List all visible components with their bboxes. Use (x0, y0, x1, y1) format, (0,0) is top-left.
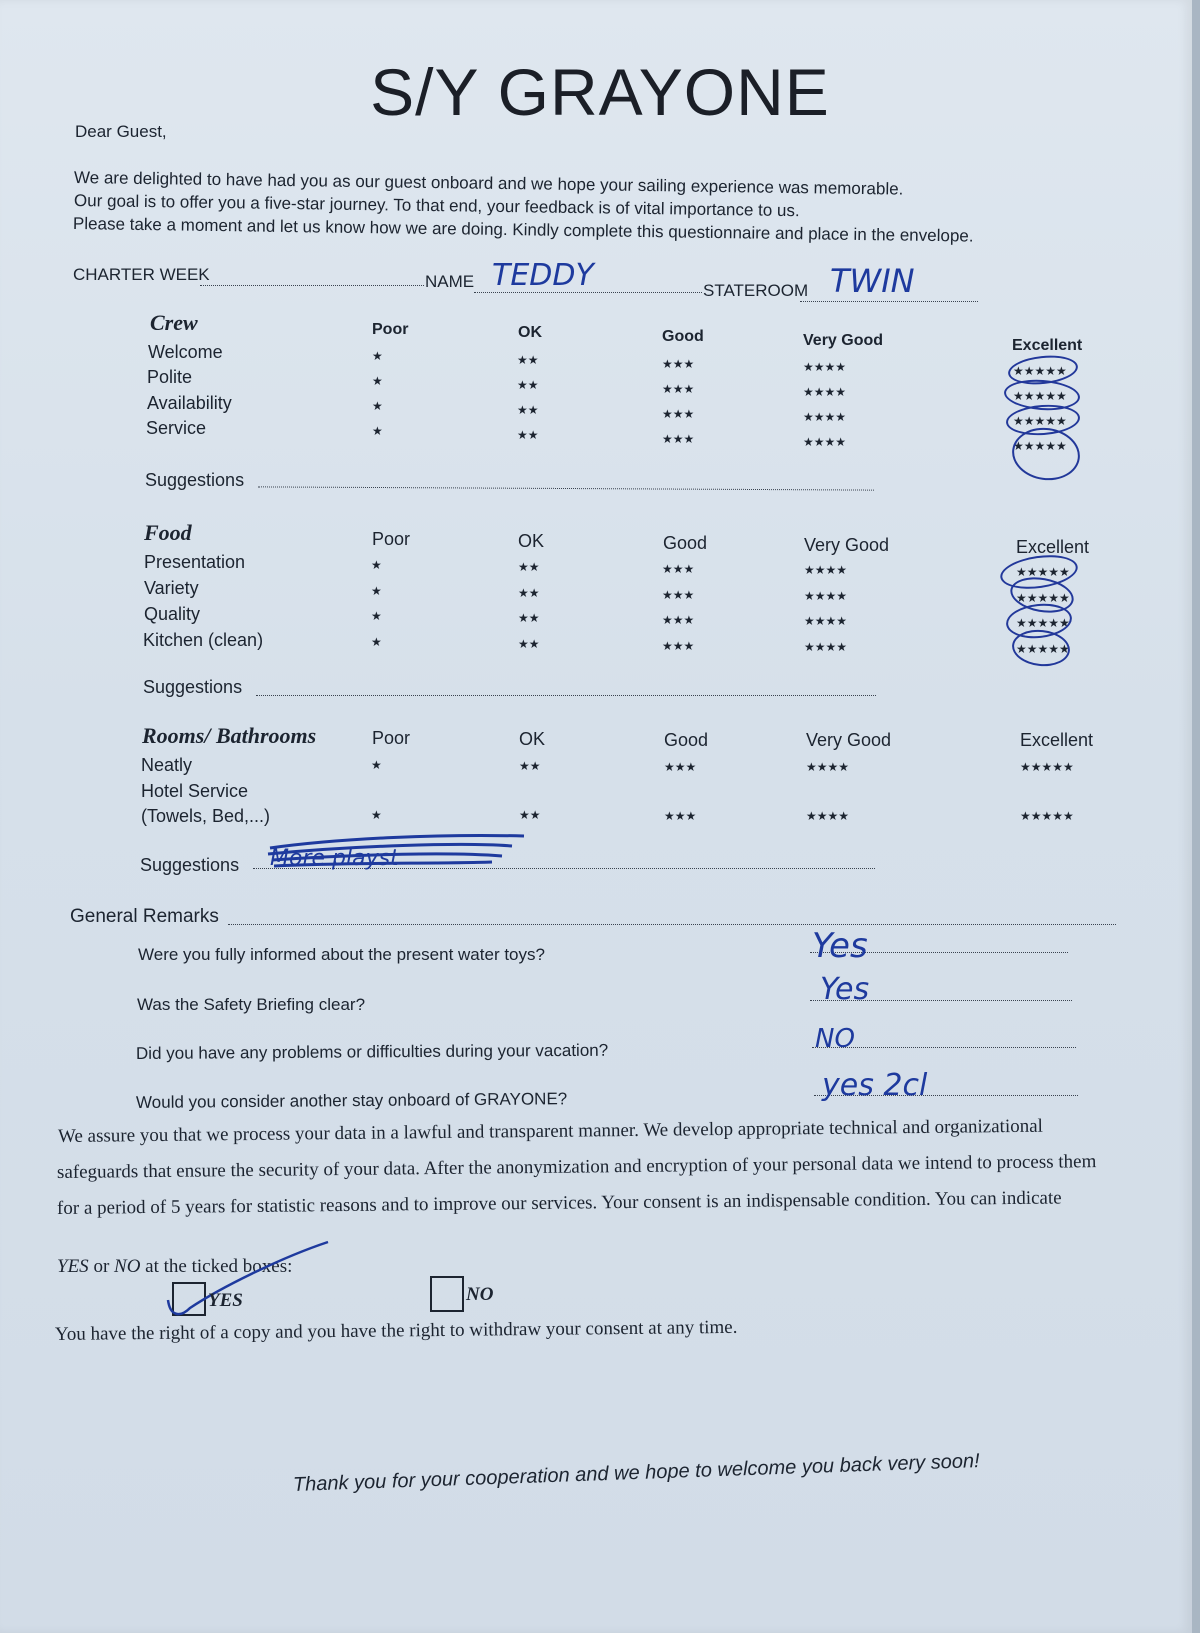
row-label: Service (146, 418, 207, 438)
col-poor: Poor (372, 321, 409, 338)
col-good: Good (664, 730, 709, 750)
rating-star-2[interactable]: ★★ (518, 637, 540, 651)
suggestion-handwritten: More playst (270, 846, 399, 871)
answer-handwritten: Yes (812, 926, 868, 966)
question-text: Were you fully informed about the present water toys? (138, 945, 545, 964)
col-good: Good (663, 533, 708, 553)
scribble-strikethrough (262, 828, 532, 878)
rating-star-1[interactable]: ★ (371, 635, 382, 649)
rating-star-1[interactable]: ★ (372, 349, 383, 363)
rating-star-1[interactable]: ★ (371, 758, 382, 772)
col-excellent: Excellent (1016, 537, 1090, 557)
name-label: NAME (425, 272, 475, 291)
rating-star-3[interactable]: ★★★ (662, 588, 695, 602)
section-title-rooms: Rooms/ Bathrooms (142, 723, 317, 748)
suggestions-field[interactable] (256, 695, 876, 696)
rating-star-5[interactable]: ★★★★★ (1016, 642, 1070, 656)
privacy-rest: at the ticked boxes: (140, 1256, 293, 1277)
section-title-food: Food (144, 520, 192, 545)
rating-star-3[interactable]: ★★★ (662, 432, 695, 446)
rating-star-5[interactable]: ★★★★★ (1016, 591, 1070, 605)
suggestions-label: Suggestions (145, 470, 245, 490)
rating-star-2[interactable]: ★★ (517, 428, 539, 442)
col-very-good: Very Good (803, 332, 884, 349)
question-text: Was the Safety Briefing clear? (137, 995, 366, 1014)
col-ok: OK (518, 324, 542, 341)
rights-text: You have the right of a copy and you have the right to withdraw your consent at any time. (54, 1316, 738, 1345)
thank-you-note: Thank you for your cooperation and we hope to welcome you back very soon! (292, 1450, 981, 1496)
rating-star-4[interactable]: ★★★★ (803, 410, 847, 424)
stateroom-field[interactable] (800, 301, 978, 302)
col-very-good: Very Good (806, 730, 892, 750)
general-remarks-field[interactable] (228, 924, 1116, 925)
col-poor: Poor (372, 728, 411, 748)
paper-edge (1192, 0, 1200, 1633)
consent-no-checkbox[interactable] (430, 1276, 464, 1312)
row-label: Polite (147, 367, 193, 387)
privacy-line: safeguards that ensure the security of your data. After the anonymization and encryption of your personal data we intend to process them (56, 1151, 1097, 1183)
rating-star-3[interactable]: ★★★ (664, 809, 697, 823)
rating-star-4[interactable]: ★★★★ (804, 614, 848, 628)
intro-line-2: Our goal is to offer you a five-star journey. To that end, your feedback is of vital importance to us. (73, 191, 800, 221)
charter-week-label: CHARTER WEEK (73, 265, 210, 284)
greeting: Dear Guest, (75, 122, 167, 141)
rating-star-1[interactable]: ★ (372, 374, 383, 388)
intro-line-3: Please take a moment and let us know how we are doing. Kindly complete this questionnaire and place in the envelope. (72, 214, 974, 246)
rating-star-2[interactable]: ★★ (518, 560, 540, 574)
rating-star-2[interactable]: ★★ (517, 353, 539, 367)
row-label: (Towels, Bed,...) (141, 806, 271, 826)
rating-star-5[interactable]: ★★★★★ (1020, 760, 1074, 774)
rating-star-2[interactable]: ★★ (517, 403, 539, 417)
rating-star-2[interactable]: ★★ (518, 611, 540, 625)
page-title: S/Y GRAYONE (370, 55, 830, 129)
rating-star-1[interactable]: ★ (371, 584, 382, 598)
privacy-yes-word: YES (57, 1256, 89, 1277)
stateroom-handwritten: TWIN (830, 262, 915, 300)
rating-star-3[interactable]: ★★★ (662, 357, 695, 371)
intro-line-1: We are delighted to have had you as our guest onboard and we hope your sailing experience was memorable. (73, 168, 904, 199)
rating-star-2[interactable]: ★★ (519, 808, 541, 822)
rating-star-1[interactable]: ★ (371, 808, 382, 822)
rating-star-1[interactable]: ★ (372, 399, 383, 413)
row-label: Neatly (141, 755, 193, 775)
row-label: Kitchen (clean) (143, 630, 264, 650)
rating-star-1[interactable]: ★ (371, 558, 382, 572)
col-excellent: Excellent (1020, 730, 1094, 750)
rating-star-2[interactable]: ★★ (517, 378, 539, 392)
privacy-or-word: or (88, 1256, 115, 1277)
rating-star-3[interactable]: ★★★ (662, 407, 695, 421)
answer-handwritten: yes 2cl (822, 1068, 928, 1103)
row-label: Variety (144, 578, 199, 598)
stateroom-label: STATEROOM (703, 281, 809, 300)
rating-star-3[interactable]: ★★★ (662, 382, 695, 396)
col-excellent: Excellent (1012, 337, 1083, 354)
rating-star-4[interactable]: ★★★★ (804, 563, 848, 577)
rating-star-5[interactable]: ★★★★★ (1013, 364, 1067, 378)
row-label: Welcome (148, 342, 223, 362)
privacy-line: We assure you that we process your data in a lawful and transparent manner. We develop appropriate technical and organizational (57, 1115, 1043, 1147)
name-handwritten: TEDDY (492, 258, 594, 293)
rating-star-4[interactable]: ★★★★ (803, 385, 847, 399)
row-label: Hotel Service (141, 781, 249, 801)
answer-handwritten: Yes (820, 972, 870, 1007)
general-remarks-label: General Remarks (70, 906, 219, 927)
rating-star-4[interactable]: ★★★★ (804, 640, 848, 654)
rating-star-4[interactable]: ★★★★ (806, 760, 850, 774)
col-ok: OK (519, 729, 546, 749)
col-good: Good (662, 328, 704, 345)
rating-star-5[interactable]: ★★★★★ (1016, 616, 1070, 630)
rating-star-5[interactable]: ★★★★★ (1013, 389, 1067, 403)
rating-star-3[interactable]: ★★★ (662, 639, 695, 653)
privacy-no-word: NO (114, 1256, 141, 1277)
rating-star-2[interactable]: ★★ (518, 586, 540, 600)
rating-star-5[interactable]: ★★★★★ (1020, 809, 1074, 823)
consent-yes-label: YES (208, 1290, 243, 1311)
consent-no-label: NO (466, 1284, 494, 1305)
rating-star-5[interactable]: ★★★★★ (1013, 414, 1067, 428)
question-text: Did you have any problems or difficulties during your vacation? (135, 1040, 609, 1063)
col-very-good: Very Good (804, 535, 890, 555)
rating-star-3[interactable]: ★★★ (662, 613, 695, 627)
charter-week-field[interactable] (200, 285, 424, 286)
rating-star-4[interactable]: ★★★★ (803, 435, 847, 449)
row-label: Quality (144, 604, 201, 624)
rating-star-5[interactable]: ★★★★★ (1013, 439, 1067, 453)
rating-star-4[interactable]: ★★★★ (803, 360, 847, 374)
section-title-crew: Crew (150, 310, 198, 335)
rating-star-5[interactable]: ★★★★★ (1016, 565, 1070, 579)
rating-star-4[interactable]: ★★★★ (806, 809, 850, 823)
rating-star-1[interactable]: ★ (371, 609, 382, 623)
rating-star-4[interactable]: ★★★★ (804, 589, 848, 603)
suggestions-label: Suggestions (143, 677, 243, 697)
rating-star-3[interactable]: ★★★ (664, 760, 697, 774)
col-poor: Poor (372, 529, 411, 549)
col-ok: OK (518, 531, 545, 551)
suggestions-label: Suggestions (140, 855, 240, 875)
privacy-line: for a period of 5 years for statistic reasons and to improve our services. Your consent is an indispensable condition. You can indicate (56, 1187, 1062, 1219)
checkmark-icon (160, 1238, 330, 1320)
question-text: Would you consider another stay onboard of GRAYONE? (135, 1089, 568, 1112)
rating-star-2[interactable]: ★★ (519, 759, 541, 773)
rating-star-1[interactable]: ★ (372, 424, 383, 438)
answer-handwritten: NO (815, 1024, 855, 1054)
row-label: Availability (147, 393, 232, 413)
rating-star-3[interactable]: ★★★ (662, 562, 695, 576)
row-label: Presentation (144, 552, 246, 572)
